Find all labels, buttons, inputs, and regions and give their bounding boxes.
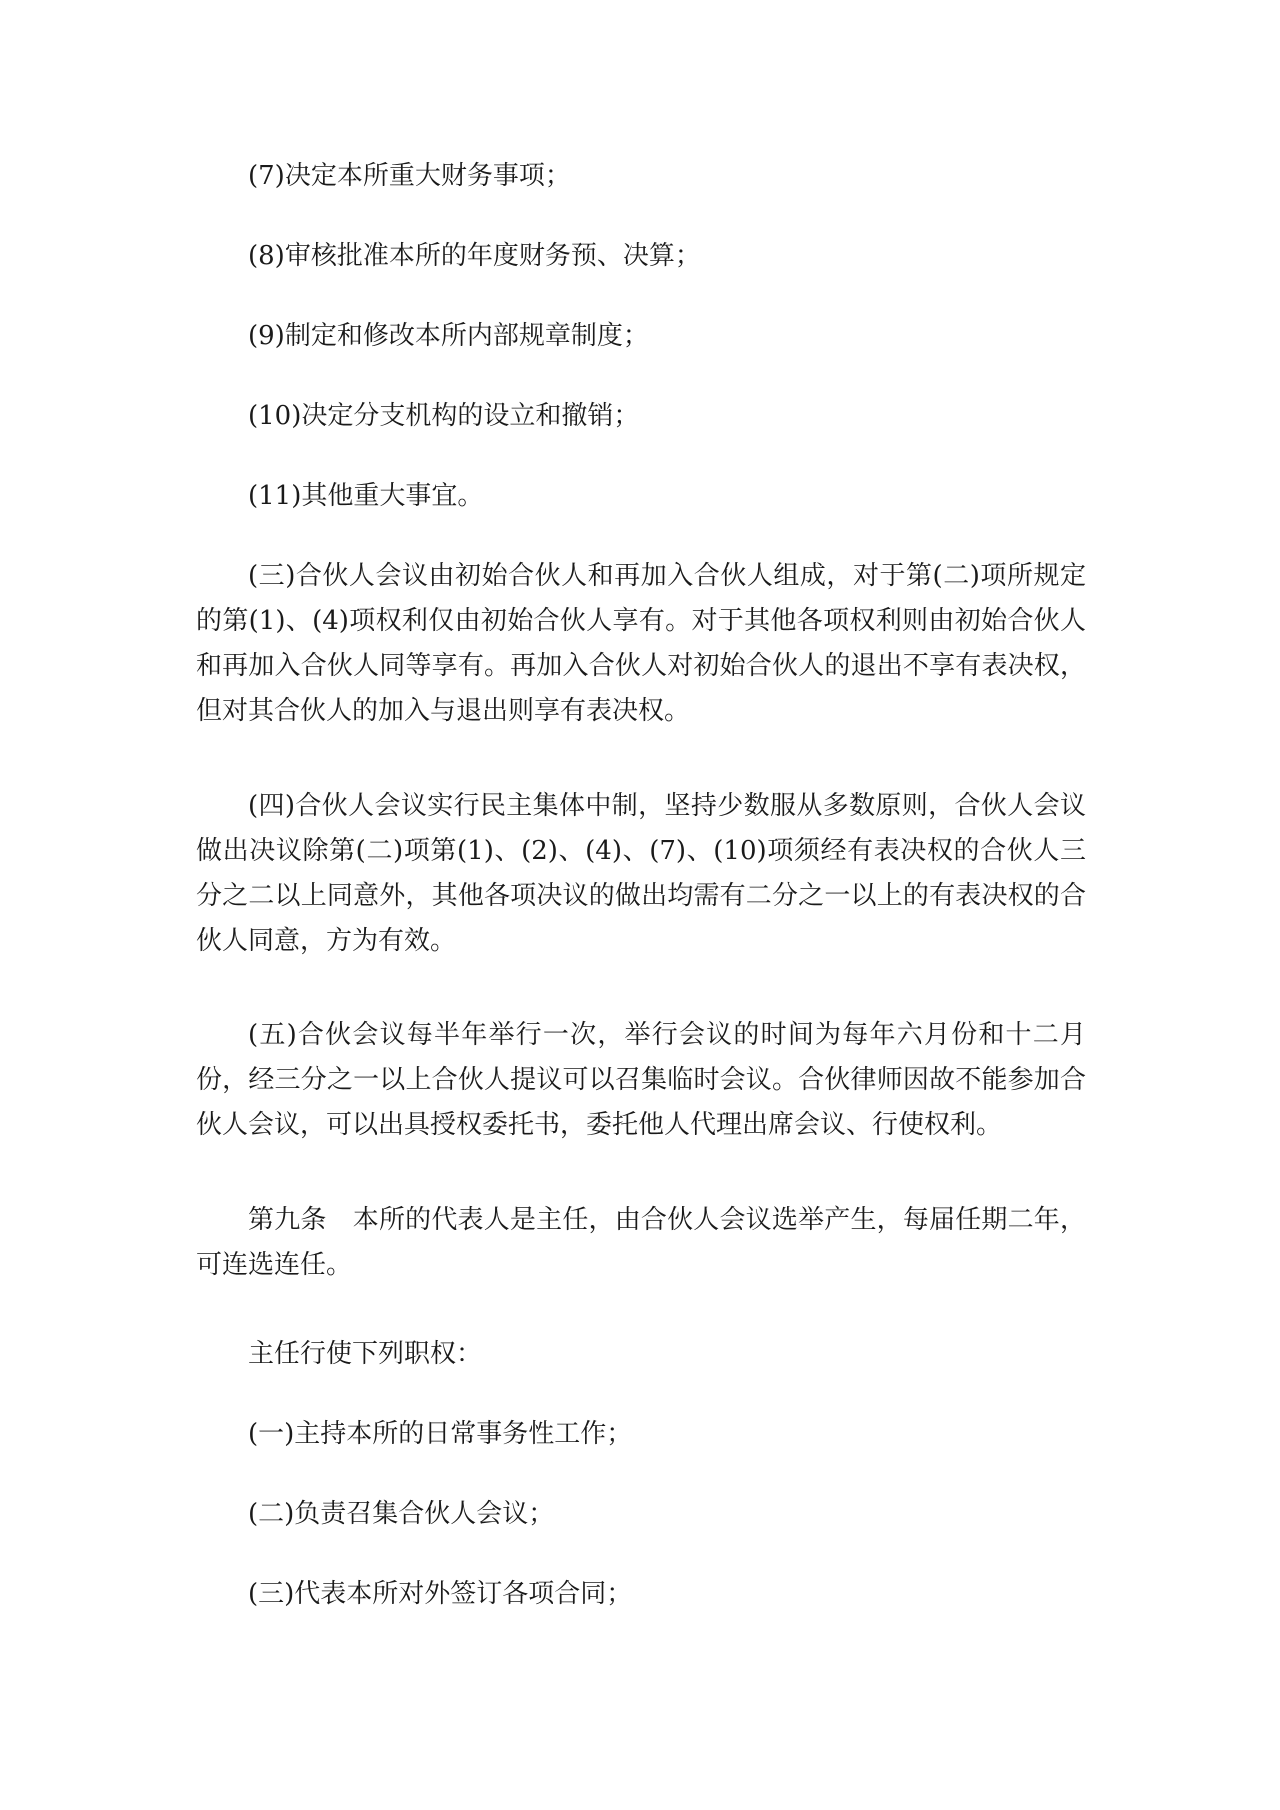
paragraph-section-4: (四)合伙人会议实行民主集体中制，坚持少数服从多数原则，合伙人会议做出决议除第(二)项第(1)、(2)、(4)、(7)、(10)项须经有表决权的合伙人三分之二以上同意外，其他各项决议的做出均需有二分之一以上的有表决权的合伙人同意，方为有效。 (196, 791, 1086, 956)
paragraph-power-3: (三)代表本所对外签订各项合同； (248, 1579, 633, 1609)
paragraph-article-9: 第九条 本所的代表人是主任，由合伙人会议选举产生，每届任期二年，可连选连任。 (196, 1205, 1086, 1280)
paragraph-item-8: (8)审核批准本所的年度财务预、决算； (248, 241, 701, 271)
paragraph-item-11: (11)其他重大事宜。 (248, 481, 484, 511)
paragraph-power-2: (二)负责召集合伙人会议； (248, 1499, 555, 1529)
paragraph-item-9: (9)制定和修改本所内部规章制度； (248, 321, 649, 351)
paragraph-director-powers: 主任行使下列职权： (248, 1339, 483, 1369)
paragraph-item-7: (7)决定本所重大财务事项； (248, 161, 571, 191)
paragraph-item-10: (10)决定分支机构的设立和撤销； (248, 401, 640, 431)
paragraph-power-1: (一)主持本所的日常事务性工作； (248, 1419, 633, 1449)
paragraph-section-5: (五)合伙会议每半年举行一次，举行会议的时间为每年六月份和十二月份，经三分之一以上合伙人提议可以召集临时会议。合伙律师因故不能参加合伙人会议，可以出具授权委托书，委托他人代理出席会议、行使权利。 (196, 1020, 1086, 1140)
paragraph-section-3: (三)合伙人会议由初始合伙人和再加入合伙人组成，对于第(二)项所规定的第(1)、(4)项权利仅由初始合伙人享有。对于其他各项权利则由初始合伙人和再加入合伙人同等享有。再加入合伙人对初始合伙人的退出不享有表决权，但对其合伙人的加入与退出则享有表决权。 (196, 561, 1086, 726)
